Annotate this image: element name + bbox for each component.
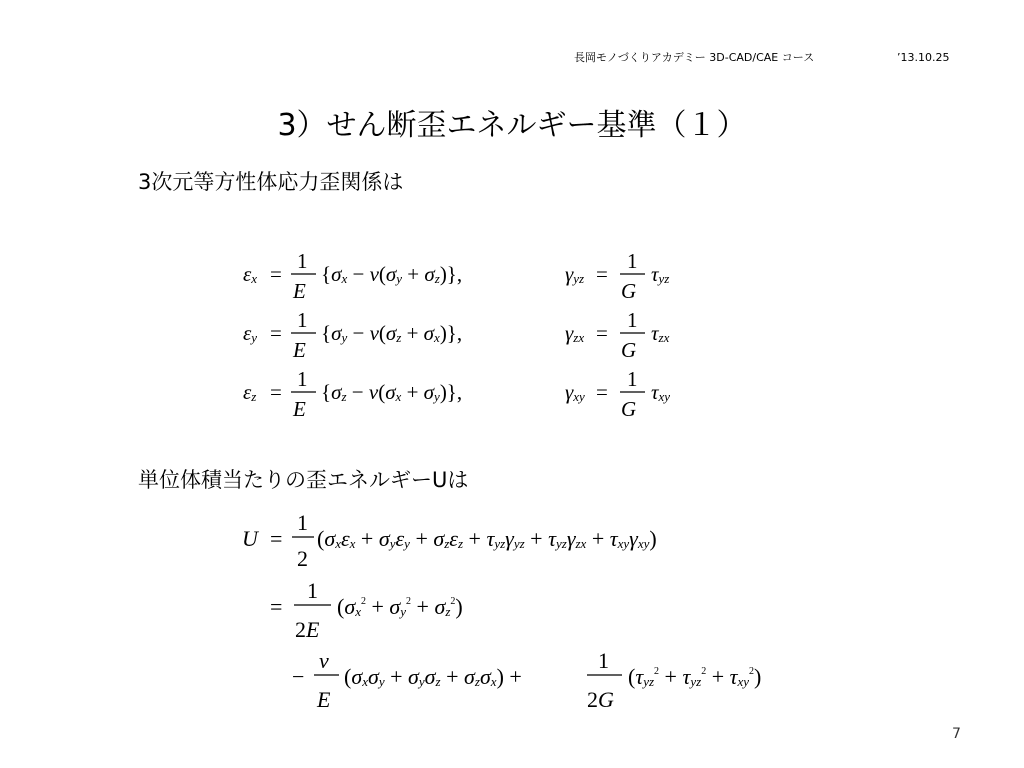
section2-heading: 単位体積当たりの歪エネルギーUは	[138, 468, 469, 492]
svg-text:E: E	[293, 279, 306, 303]
svg-text:(τyz2 + τyz2 + τxy2): (τyz$^2$ + τyz$^2$ + τxy$^2$)	[628, 664, 762, 689]
page-number: 7	[952, 726, 961, 742]
svg-text:E: E	[317, 687, 331, 712]
slide-title: 3）せん断歪エネルギー基準（１）	[277, 108, 747, 143]
svg-text:1: 1	[297, 249, 308, 273]
svg-text:U: U	[242, 526, 258, 551]
svg-text:{σx − ν(σy + σz)},: {σx − ν(σy + σz)},	[321, 262, 463, 286]
svg-text:=: =	[270, 262, 282, 286]
svg-text:τxy: τxy	[651, 380, 671, 404]
svg-text:{σz − ν(σx + σy)},: {σz − ν(σx + σy)},	[321, 380, 463, 404]
svg-text:1: 1	[627, 249, 638, 273]
svg-text:=: =	[270, 321, 282, 345]
svg-text:2G: 2G	[587, 687, 614, 712]
svg-text:εz: εz	[243, 380, 257, 404]
header-date: ’13.10.25	[897, 51, 950, 64]
svg-text:=: =	[596, 321, 608, 345]
svg-text:=: =	[270, 526, 283, 551]
svg-text:γyz: γyz	[565, 262, 585, 286]
svg-text:1: 1	[307, 578, 318, 603]
svg-text:−: −	[292, 664, 305, 689]
svg-text:=: =	[596, 380, 608, 404]
svg-text:ν: ν	[319, 648, 329, 673]
svg-text:=: =	[596, 262, 608, 286]
svg-text:2E: 2E	[295, 617, 320, 642]
svg-text:E: E	[293, 338, 306, 362]
svg-text:εy: εy	[243, 321, 258, 345]
svg-text:2: 2	[297, 546, 308, 571]
svg-text:G: G	[621, 338, 637, 362]
svg-text:(σxσy + σyσz + σzσx) +: (σxσy + σyσz + σzσx) +	[344, 664, 522, 689]
svg-text:1: 1	[297, 308, 308, 332]
svg-text:1: 1	[627, 308, 638, 332]
svg-text:τzx: τzx	[651, 321, 670, 345]
svg-text:=: =	[270, 380, 282, 404]
svg-text:(σxεx + σyεy + σzεz + τyzγyz +: (σxεx + σyεy + σzεz + τyzγyz + τyzγzx + τxyγxy)	[317, 526, 657, 551]
section1-heading: 3次元等方性体応力歪関係は	[138, 170, 404, 194]
svg-text:=: =	[270, 594, 283, 619]
svg-text:1: 1	[598, 648, 609, 673]
svg-text:τyz: τyz	[651, 262, 670, 286]
svg-text:εx: εx	[243, 262, 258, 286]
header-course: 長岡モノづくりアカデミー 3D-CAD/CAE コース	[574, 51, 815, 64]
svg-text:G: G	[621, 397, 637, 421]
svg-text:G: G	[621, 279, 637, 303]
svg-text:{σy − ν(σz + σx)},: {σy − ν(σz + σx)},	[321, 321, 463, 345]
svg-text:E: E	[293, 397, 306, 421]
svg-text:1: 1	[297, 510, 308, 535]
svg-text:γxy: γxy	[565, 380, 585, 404]
svg-text:1: 1	[627, 367, 638, 391]
svg-text:γzx: γzx	[565, 321, 585, 345]
svg-text:1: 1	[297, 367, 308, 391]
svg-text:(σx2 + σy2 + σz2): $(\sigma x^2 + \sigma y^2 + \sigma z^2)$	[337, 594, 463, 619]
